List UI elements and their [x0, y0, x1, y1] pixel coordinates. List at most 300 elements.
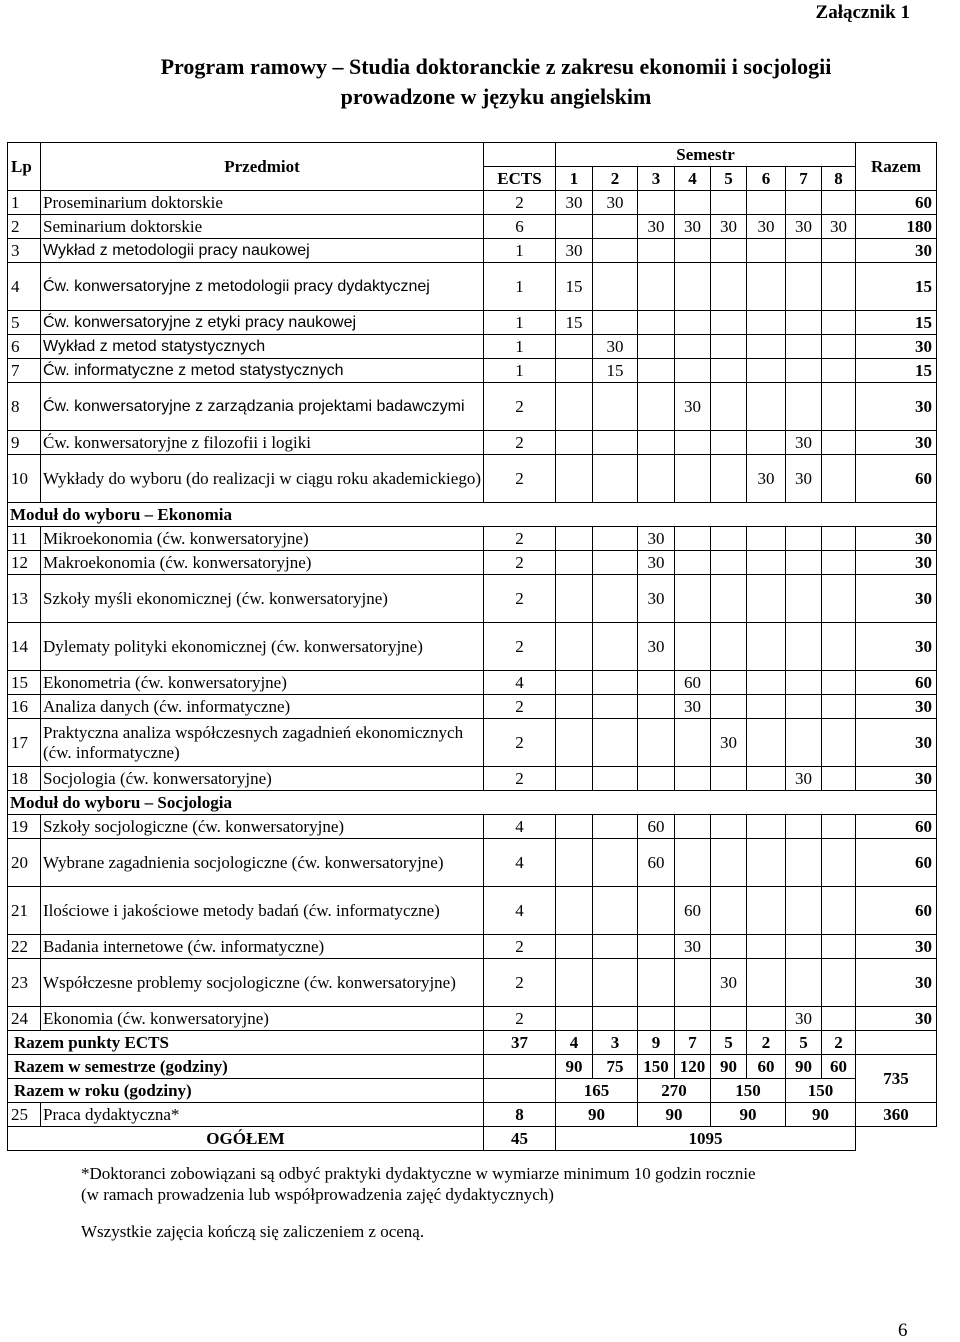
course-hours-sem-2	[593, 263, 638, 311]
course-hours-sem-2	[593, 887, 638, 935]
course-hours-sem-7	[786, 935, 822, 959]
course-hours-sem-4	[675, 767, 711, 791]
course-hours-sem-4	[675, 959, 711, 1007]
course-hours-sem-2	[593, 935, 638, 959]
grand-total-hours: 1095	[556, 1127, 856, 1151]
course-hours-sem-6	[747, 575, 786, 623]
grand-total-row	[8, 1127, 937, 1151]
course-hours-sem-7	[786, 335, 822, 359]
course-lp: 15	[8, 671, 41, 695]
course-lp: 5	[8, 311, 41, 335]
course-hours-sem-3	[638, 935, 675, 959]
course-ects: 2	[484, 1007, 556, 1031]
course-ects: 2	[484, 455, 556, 503]
course-name: Wykład z metodologii pracy naukowej	[41, 239, 484, 263]
course-row	[8, 527, 937, 551]
course-hours-sem-5	[711, 431, 747, 455]
course-lp: 23	[8, 959, 41, 1007]
course-hours-sem-4: 30	[675, 935, 711, 959]
course-hours-sem-4	[675, 839, 711, 887]
course-total: 180	[856, 215, 937, 239]
course-lp: 10	[8, 455, 41, 503]
course-hours-sem-5	[711, 671, 747, 695]
course-hours-sem-4: 30	[675, 695, 711, 719]
course-hours-sem-8	[822, 263, 856, 311]
course-ects: 1	[484, 239, 556, 263]
course-lp: 17	[8, 719, 41, 767]
course-hours-sem-5	[711, 527, 747, 551]
sum-ects-value: 5	[786, 1031, 822, 1055]
course-ects: 2	[484, 575, 556, 623]
course-ects: 4	[484, 887, 556, 935]
course-hours-sem-2	[593, 815, 638, 839]
course-hours-sem-3	[638, 311, 675, 335]
course-name: Współczesne problemy socjologiczne (ćw. konwersatoryjne)	[41, 959, 484, 1007]
course-hours-sem-4	[675, 551, 711, 575]
course-hours-sem-2	[593, 719, 638, 767]
course-hours-sem-1: 15	[556, 311, 593, 335]
course-total: 60	[856, 455, 937, 503]
sum-year-value: 270	[638, 1079, 711, 1103]
course-hours-sem-2	[593, 695, 638, 719]
practice-year-value: 90	[711, 1103, 786, 1127]
course-hours-sem-7	[786, 191, 822, 215]
course-lp: 21	[8, 887, 41, 935]
course-hours-sem-7	[786, 383, 822, 431]
course-hours-sem-6: 30	[747, 215, 786, 239]
sum-semester-value: 120	[675, 1055, 711, 1079]
sum-semester-value: 90	[786, 1055, 822, 1079]
course-hours-sem-8	[822, 191, 856, 215]
course-hours-sem-8	[822, 767, 856, 791]
course-name: Wybrane zagadnienia socjologiczne (ćw. konwersatoryjne)	[41, 839, 484, 887]
course-hours-sem-3	[638, 239, 675, 263]
course-hours-sem-6	[747, 359, 786, 383]
header-blank	[484, 143, 556, 167]
sum-semester-value: 75	[593, 1055, 638, 1079]
course-hours-sem-3	[638, 431, 675, 455]
title-line-1: Program ramowy – Studia doktoranckie z zakresu ekonomii i socjologii	[160, 54, 832, 79]
header-semester-1: 1	[556, 167, 593, 191]
practice-label: Praca dydaktyczna*	[41, 1103, 484, 1127]
course-hours-sem-7	[786, 671, 822, 695]
course-row	[8, 191, 937, 215]
course-hours-sem-6	[747, 551, 786, 575]
header-semester-4: 4	[675, 167, 711, 191]
course-row	[8, 671, 937, 695]
course-name: Szkoły socjologiczne (ćw. konwersatoryjne)	[41, 815, 484, 839]
course-ects: 4	[484, 815, 556, 839]
course-row	[8, 959, 937, 1007]
course-hours-sem-4	[675, 815, 711, 839]
course-hours-sem-3	[638, 359, 675, 383]
course-hours-sem-5	[711, 455, 747, 503]
course-hours-sem-8	[822, 575, 856, 623]
course-hours-sem-7: 30	[786, 455, 822, 503]
course-row	[8, 335, 937, 359]
sum-semester-value: 90	[556, 1055, 593, 1079]
course-hours-sem-6	[747, 719, 786, 767]
course-hours-sem-7	[786, 527, 822, 551]
course-hours-sem-2	[593, 311, 638, 335]
sum-ects-value: 4	[556, 1031, 593, 1055]
course-row	[8, 359, 937, 383]
footnote-line-2: (w ramach prowadzenia lub współprowadzenia zajęć dydaktycznych)	[81, 1185, 554, 1204]
course-name: Ćw. konwersatoryjne z etyki pracy naukowej	[41, 311, 484, 335]
course-hours-sem-6	[747, 431, 786, 455]
course-name: Socjologia (ćw. konwersatoryjne)	[41, 767, 484, 791]
course-hours-sem-1: 30	[556, 191, 593, 215]
course-hours-sem-2	[593, 671, 638, 695]
course-hours-sem-5: 30	[711, 215, 747, 239]
header-semester: Semestr	[556, 143, 856, 167]
course-name: Ćw. konwersatoryjne z metodologii pracy dydaktycznej	[41, 263, 484, 311]
course-hours-sem-7: 30	[786, 1007, 822, 1031]
course-hours-sem-4: 60	[675, 671, 711, 695]
course-ects: 2	[484, 959, 556, 1007]
curriculum-table	[7, 142, 937, 1151]
course-hours-sem-4	[675, 359, 711, 383]
course-hours-sem-2	[593, 623, 638, 671]
course-row	[8, 935, 937, 959]
course-hours-sem-8	[822, 431, 856, 455]
course-hours-sem-4	[675, 575, 711, 623]
course-ects: 1	[484, 359, 556, 383]
header-semester-6: 6	[747, 167, 786, 191]
course-hours-sem-7	[786, 623, 822, 671]
course-hours-sem-7	[786, 695, 822, 719]
course-total: 15	[856, 311, 937, 335]
course-lp: 20	[8, 839, 41, 887]
footnote-practice	[81, 1163, 756, 1205]
course-name: Badania internetowe (ćw. informatyczne)	[41, 935, 484, 959]
course-hours-sem-1	[556, 935, 593, 959]
course-name: Analiza danych (ćw. informatyczne)	[41, 695, 484, 719]
practice-ects: 8	[484, 1103, 556, 1127]
course-hours-sem-6	[747, 815, 786, 839]
course-ects: 2	[484, 719, 556, 767]
course-name: Ćw. konwersatoryjne z zarządzania projektami badawczymi	[41, 383, 484, 431]
course-hours-sem-4	[675, 623, 711, 671]
course-hours-sem-5	[711, 575, 747, 623]
course-hours-sem-8	[822, 383, 856, 431]
sum-year-label: Razem w roku (godziny)	[8, 1079, 484, 1103]
course-hours-sem-7	[786, 551, 822, 575]
sum-ects-blank	[856, 1031, 937, 1055]
course-hours-sem-5: 30	[711, 719, 747, 767]
course-total: 60	[856, 887, 937, 935]
course-hours-sem-8	[822, 695, 856, 719]
course-hours-sem-8	[822, 839, 856, 887]
course-hours-sem-1	[556, 215, 593, 239]
course-name: Szkoły myśli ekonomicznej (ćw. konwersatoryjne)	[41, 575, 484, 623]
course-row	[8, 815, 937, 839]
course-total: 30	[856, 239, 937, 263]
practice-year-value: 90	[556, 1103, 638, 1127]
course-hours-sem-6	[747, 887, 786, 935]
course-hours-sem-2	[593, 767, 638, 791]
practice-total: 360	[856, 1103, 937, 1127]
course-hours-sem-6	[747, 959, 786, 1007]
sum-year-blank	[484, 1079, 556, 1103]
header-semester-2: 2	[593, 167, 638, 191]
practice-row	[8, 1103, 937, 1127]
course-hours-sem-4	[675, 455, 711, 503]
section-row-sociology	[8, 791, 937, 815]
course-hours-sem-1	[556, 383, 593, 431]
course-hours-sem-3	[638, 455, 675, 503]
course-hours-sem-6	[747, 671, 786, 695]
course-hours-sem-3	[638, 695, 675, 719]
course-lp: 12	[8, 551, 41, 575]
course-total: 60	[856, 815, 937, 839]
course-lp: 13	[8, 575, 41, 623]
course-hours-sem-1	[556, 359, 593, 383]
course-total: 60	[856, 671, 937, 695]
course-name: Ekonomia (ćw. konwersatoryjne)	[41, 1007, 484, 1031]
course-hours-sem-7: 30	[786, 215, 822, 239]
course-hours-sem-6	[747, 839, 786, 887]
course-hours-sem-6	[747, 623, 786, 671]
sum-total: 735	[856, 1055, 937, 1103]
course-hours-sem-7: 30	[786, 431, 822, 455]
course-row	[8, 839, 937, 887]
course-total: 60	[856, 191, 937, 215]
footnote-line-1: *Doktoranci zobowiązani są odbyć praktyki dydaktyczne w wymiarze minimum 10 godzin rocznie	[81, 1164, 756, 1183]
sum-year-value: 150	[786, 1079, 856, 1103]
title-line-2: prowadzone w języku angielskim	[340, 84, 652, 109]
course-ects: 4	[484, 671, 556, 695]
course-hours-sem-3: 30	[638, 575, 675, 623]
course-hours-sem-5	[711, 815, 747, 839]
course-total: 30	[856, 623, 937, 671]
header-row-1	[8, 143, 937, 167]
course-hours-sem-2: 15	[593, 359, 638, 383]
course-hours-sem-6	[747, 767, 786, 791]
course-hours-sem-8	[822, 671, 856, 695]
course-lp: 19	[8, 815, 41, 839]
sum-ects-value: 2	[822, 1031, 856, 1055]
course-row	[8, 1007, 937, 1031]
course-hours-sem-2	[593, 455, 638, 503]
course-ects: 2	[484, 551, 556, 575]
course-hours-sem-4: 60	[675, 887, 711, 935]
course-name: Proseminarium doktorskie	[41, 191, 484, 215]
course-hours-sem-1: 30	[556, 239, 593, 263]
course-name: Ilościowe i jakościowe metody badań (ćw. informatyczne)	[41, 887, 484, 935]
header-semester-7: 7	[786, 167, 822, 191]
course-lp: 1	[8, 191, 41, 215]
course-hours-sem-3	[638, 671, 675, 695]
course-hours-sem-4	[675, 311, 711, 335]
sum-semester-value: 150	[638, 1055, 675, 1079]
course-hours-sem-3	[638, 887, 675, 935]
course-hours-sem-5	[711, 695, 747, 719]
course-hours-sem-5	[711, 767, 747, 791]
course-ects: 2	[484, 623, 556, 671]
course-total: 30	[856, 383, 937, 431]
course-hours-sem-7	[786, 359, 822, 383]
course-hours-sem-7	[786, 575, 822, 623]
sum-ects-row	[8, 1031, 937, 1055]
course-hours-sem-1	[556, 551, 593, 575]
course-hours-sem-7	[786, 815, 822, 839]
course-hours-sem-6	[747, 383, 786, 431]
course-row	[8, 311, 937, 335]
course-hours-sem-6	[747, 695, 786, 719]
course-total: 15	[856, 263, 937, 311]
course-name: Wykłady do wyboru (do realizacji w ciągu roku akademickiego)	[41, 455, 484, 503]
course-lp: 22	[8, 935, 41, 959]
course-name: Makroekonomia (ćw. konwersatoryjne)	[41, 551, 484, 575]
course-hours-sem-8	[822, 815, 856, 839]
course-ects: 2	[484, 527, 556, 551]
course-hours-sem-5	[711, 191, 747, 215]
course-ects: 1	[484, 263, 556, 311]
course-hours-sem-1	[556, 575, 593, 623]
course-ects: 2	[484, 767, 556, 791]
course-hours-sem-7	[786, 839, 822, 887]
course-total: 30	[856, 431, 937, 455]
grand-total-label: OGÓŁEM	[8, 1127, 484, 1151]
course-lp: 14	[8, 623, 41, 671]
course-hours-sem-8	[822, 935, 856, 959]
sum-ects-label: Razem punkty ECTS	[8, 1031, 484, 1055]
course-row	[8, 215, 937, 239]
course-ects: 2	[484, 695, 556, 719]
course-hours-sem-3: 30	[638, 527, 675, 551]
course-hours-sem-4	[675, 527, 711, 551]
course-hours-sem-1	[556, 695, 593, 719]
section-sociology: Moduł do wyboru – Socjologia	[8, 791, 937, 815]
sum-ects-value: 7	[675, 1031, 711, 1055]
sum-semester-row	[8, 1055, 937, 1079]
course-hours-sem-1	[556, 431, 593, 455]
course-hours-sem-3	[638, 1007, 675, 1031]
course-hours-sem-6	[747, 311, 786, 335]
course-row	[8, 455, 937, 503]
course-name: Mikroekonomia (ćw. konwersatoryjne)	[41, 527, 484, 551]
course-hours-sem-1	[556, 671, 593, 695]
course-hours-sem-6	[747, 239, 786, 263]
course-hours-sem-5	[711, 239, 747, 263]
course-row	[8, 695, 937, 719]
course-total: 15	[856, 359, 937, 383]
course-lp: 11	[8, 527, 41, 551]
course-ects: 4	[484, 839, 556, 887]
course-hours-sem-8	[822, 959, 856, 1007]
footnote-grading: Wszystkie zajęcia kończą się zaliczeniem z oceną.	[81, 1222, 425, 1241]
sum-year-value: 165	[556, 1079, 638, 1103]
course-hours-sem-7	[786, 239, 822, 263]
practice-year-value: 90	[786, 1103, 856, 1127]
practice-lp: 25	[8, 1103, 41, 1127]
course-hours-sem-4	[675, 239, 711, 263]
course-hours-sem-2	[593, 383, 638, 431]
course-name: Ćw. informatyczne z metod statystycznych	[41, 359, 484, 383]
course-hours-sem-5	[711, 623, 747, 671]
course-hours-sem-1: 15	[556, 263, 593, 311]
sum-semester-label: Razem w semestrze (godziny)	[8, 1055, 484, 1079]
course-hours-sem-2: 30	[593, 335, 638, 359]
course-ects: 2	[484, 431, 556, 455]
course-hours-sem-2	[593, 575, 638, 623]
course-hours-sem-1	[556, 815, 593, 839]
course-ects: 6	[484, 215, 556, 239]
course-hours-sem-8	[822, 335, 856, 359]
course-hours-sem-2	[593, 551, 638, 575]
course-hours-sem-4	[675, 191, 711, 215]
course-hours-sem-5	[711, 935, 747, 959]
course-hours-sem-3	[638, 767, 675, 791]
course-row	[8, 239, 937, 263]
course-hours-sem-3	[638, 959, 675, 1007]
header-semester-3: 3	[638, 167, 675, 191]
course-lp: 8	[8, 383, 41, 431]
course-lp: 4	[8, 263, 41, 311]
course-hours-sem-4	[675, 1007, 711, 1031]
header-semester-5: 5	[711, 167, 747, 191]
course-total: 30	[856, 695, 937, 719]
course-hours-sem-3	[638, 335, 675, 359]
section-row-economics	[8, 503, 937, 527]
course-total: 30	[856, 575, 937, 623]
course-row	[8, 431, 937, 455]
course-hours-sem-1	[556, 767, 593, 791]
page-number: 6	[898, 1320, 908, 1341]
course-hours-sem-7: 30	[786, 767, 822, 791]
course-hours-sem-6	[747, 191, 786, 215]
course-lp: 9	[8, 431, 41, 455]
course-ects: 1	[484, 335, 556, 359]
course-row	[8, 575, 937, 623]
course-hours-sem-2	[593, 1007, 638, 1031]
document-title	[0, 52, 960, 112]
header-total: Razem	[856, 143, 937, 191]
sum-ects-value: 37	[484, 1031, 556, 1055]
course-hours-sem-3: 60	[638, 815, 675, 839]
sum-semester-blank	[484, 1055, 556, 1079]
course-hours-sem-3: 30	[638, 551, 675, 575]
course-total: 30	[856, 1007, 937, 1031]
course-hours-sem-6	[747, 935, 786, 959]
course-hours-sem-3: 60	[638, 839, 675, 887]
course-hours-sem-1	[556, 335, 593, 359]
course-hours-sem-6: 30	[747, 455, 786, 503]
course-hours-sem-1	[556, 839, 593, 887]
course-total: 30	[856, 935, 937, 959]
header-subject: Przedmiot	[41, 143, 484, 191]
course-hours-sem-3	[638, 191, 675, 215]
course-lp: 24	[8, 1007, 41, 1031]
course-hours-sem-2	[593, 959, 638, 1007]
course-row	[8, 767, 937, 791]
course-hours-sem-1	[556, 887, 593, 935]
course-hours-sem-6	[747, 335, 786, 359]
course-hours-sem-3	[638, 719, 675, 767]
course-hours-sem-2	[593, 839, 638, 887]
course-hours-sem-8	[822, 359, 856, 383]
course-name: Seminarium doktorskie	[41, 215, 484, 239]
course-hours-sem-4: 30	[675, 215, 711, 239]
course-hours-sem-2	[593, 431, 638, 455]
course-row	[8, 263, 937, 311]
course-hours-sem-3: 30	[638, 623, 675, 671]
course-lp: 7	[8, 359, 41, 383]
course-hours-sem-5	[711, 551, 747, 575]
sum-semester-value: 90	[711, 1055, 747, 1079]
header-ects: ECTS	[484, 167, 556, 191]
